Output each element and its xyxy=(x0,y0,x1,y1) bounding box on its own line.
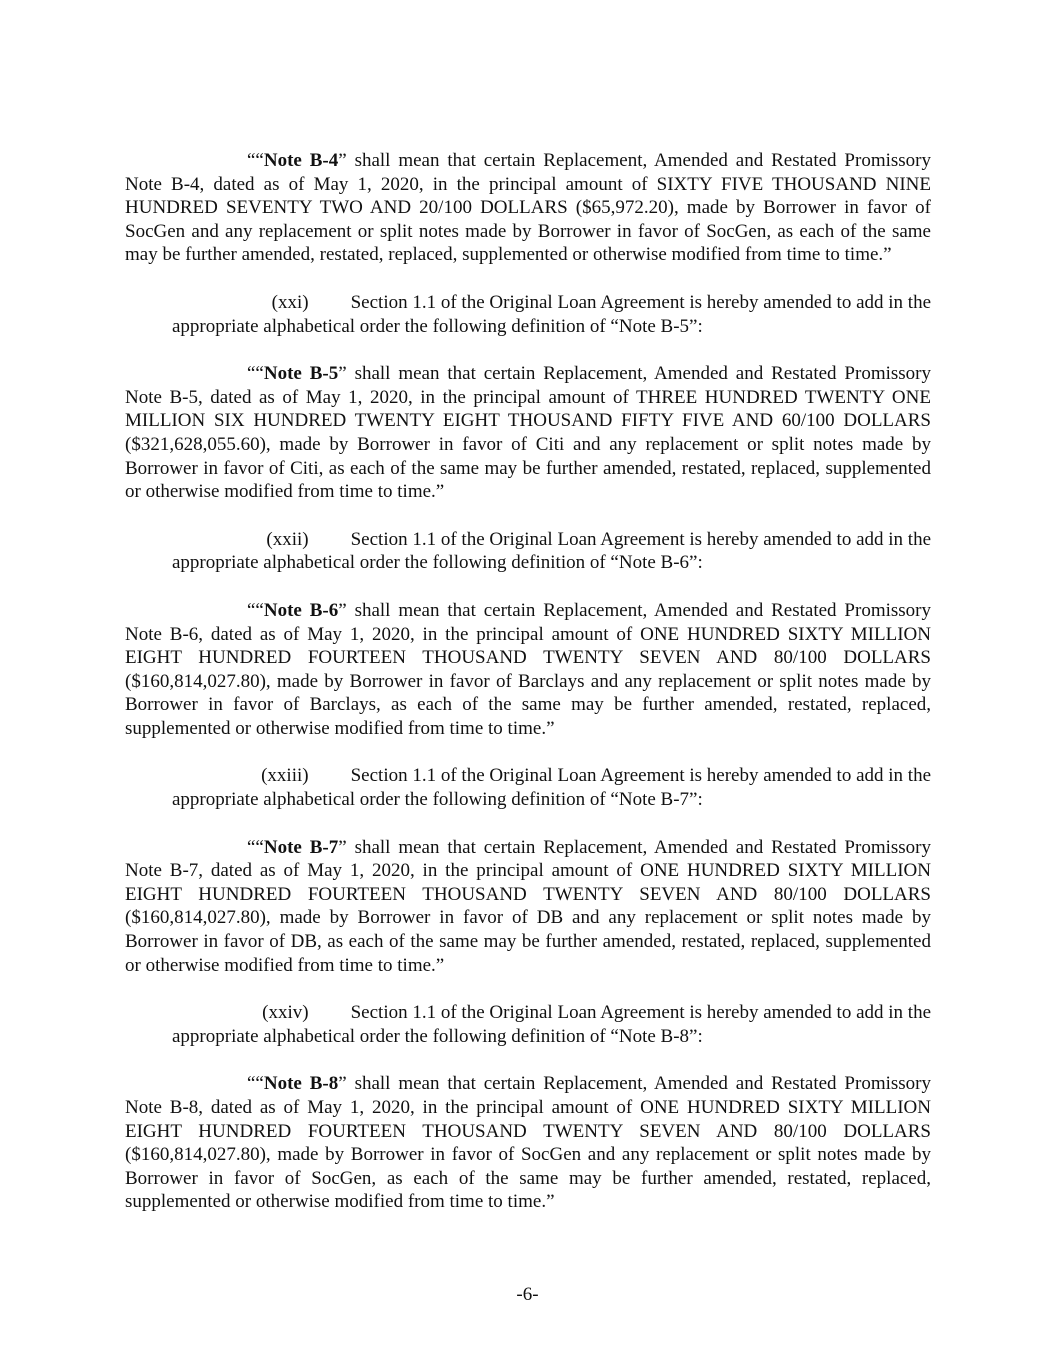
clause-xxiv xyxy=(172,1001,931,1048)
page-number: -6- xyxy=(516,1284,539,1305)
clause-text-line2: appropriate alphabetical order the following definition of “Note B-8”: xyxy=(172,1025,703,1047)
defined-term: Note B-5 xyxy=(263,363,339,385)
definition-note-b5 xyxy=(125,362,931,504)
defined-term: Note B-7 xyxy=(263,836,339,858)
clause-text-line1: Section 1.1 of the Original Loan Agreement is hereby amended to add in the xyxy=(350,528,931,550)
clause-number: (xxiii) xyxy=(261,765,309,787)
definition-note-b7 xyxy=(125,836,931,978)
definition-text: ” shall mean that certain Replacement, Amended and Restated Promissory Note B-8, dated as of May 1, 2020, in the principal amount of ONE HUNDRED SIXTY MILLION EIGHT HUNDRED FOURTEEN THOUSAND TWENTY SEVEN AND 80/100 DOLLARS ($160,814,027.80), made by Borrower in favor of SocGen and any replacement or split notes made by Borrower in favor of SocGen, as each of the same may be further amended, restated, replaced, supplemented or otherwise modified from time to time.” xyxy=(125,1073,931,1213)
clause-text-line1: Section 1.1 of the Original Loan Agreement is hereby amended to add in the xyxy=(350,1002,931,1024)
open-quote: ““ xyxy=(247,1073,264,1095)
clause-number: (xxiv) xyxy=(262,1002,309,1024)
clause-xxiii xyxy=(172,764,931,811)
clause-xxi xyxy=(172,291,931,338)
clause-text-line1: Section 1.1 of the Original Loan Agreement is hereby amended to add in the xyxy=(350,291,931,313)
clause-number: (xxii) xyxy=(266,528,309,550)
clause-text-line1: Section 1.1 of the Original Loan Agreement is hereby amended to add in the xyxy=(350,765,931,787)
open-quote: ““ xyxy=(247,363,264,385)
defined-term: Note B-4 xyxy=(263,150,339,171)
open-quote: ““ xyxy=(247,150,264,171)
definition-note-b6 xyxy=(125,599,931,741)
clause-number: (xxi) xyxy=(271,291,309,313)
clause-text-line2: appropriate alphabetical order the following definition of “Note B-7”: xyxy=(172,789,703,811)
clause-xxii xyxy=(172,528,931,575)
definition-text: ” shall mean that certain Replacement, Amended and Restated Promissory Note B-6, dated as of May 1, 2020, in the principal amount of ONE HUNDRED SIXTY MILLION EIGHT HUNDRED FOURTEEN THOUSAND TWENTY SEVEN AND 80/100 DOLLARS ($160,814,027.80), made by Borrower in favor of Barclays and any replacement or split notes made by Borrower in favor of Barclays, as each of the same may be further amended, restated, replaced, supplemented or otherwise modified from time to time.” xyxy=(125,599,931,739)
definition-note-b8 xyxy=(125,1072,931,1214)
clause-text-line2: appropriate alphabetical order the following definition of “Note B-6”: xyxy=(172,552,703,574)
open-quote: ““ xyxy=(247,599,264,621)
definition-text: ” shall mean that certain Replacement, Amended and Restated Promissory Note B-4, dated as of May 1, 2020, in the principal amount of SIXTY FIVE THOUSAND NINE HUNDRED SEVENTY TWO AND 20/100 DOLLARS ($65,972.20), made by Borrower in favor of SocGen and any replacement or split notes made by Borrower in favor of SocGen, as each of the same may be further amended, restated, replaced, supplemented or otherwise modified from time to time.” xyxy=(125,150,931,266)
clause-first-line xyxy=(172,528,931,552)
clause-first-line xyxy=(172,764,931,788)
clause-first-line xyxy=(172,1001,931,1025)
defined-term: Note B-6 xyxy=(263,599,339,621)
definition-text: ” shall mean that certain Replacement, Amended and Restated Promissory Note B-5, dated as of May 1, 2020, in the principal amount of THREE HUNDRED TWENTY ONE MILLION SIX HUNDRED TWENTY EIGHT THOUSAND FIFTY FIVE AND 60/100 DOLLARS ($321,628,055.60), made by Borrower in favor of Citi and any replacement or split notes made by Borrower in favor of Citi, as each of the same may be further amended, restated, replaced, supplemented or otherwise modified from time to time.” xyxy=(125,363,931,503)
clause-text-line2: appropriate alphabetical order the following definition of “Note B-5”: xyxy=(172,315,703,337)
definition-note-b4 xyxy=(125,149,931,267)
open-quote: ““ xyxy=(247,836,264,858)
defined-term: Note B-8 xyxy=(263,1073,339,1095)
page-body xyxy=(125,149,931,1238)
definition-text: ” shall mean that certain Replacement, Amended and Restated Promissory Note B-7, dated as of May 1, 2020, in the principal amount of ONE HUNDRED SIXTY MILLION EIGHT HUNDRED FOURTEEN THOUSAND TWENTY SEVEN AND 80/100 DOLLARS ($160,814,027.80), made by Borrower in favor of DB and any replacement or split notes made by Borrower in favor of DB, as each of the same may be further amended, restated, replaced, supplemented or otherwise modified from time to time.” xyxy=(125,836,931,976)
clause-first-line xyxy=(172,291,931,315)
